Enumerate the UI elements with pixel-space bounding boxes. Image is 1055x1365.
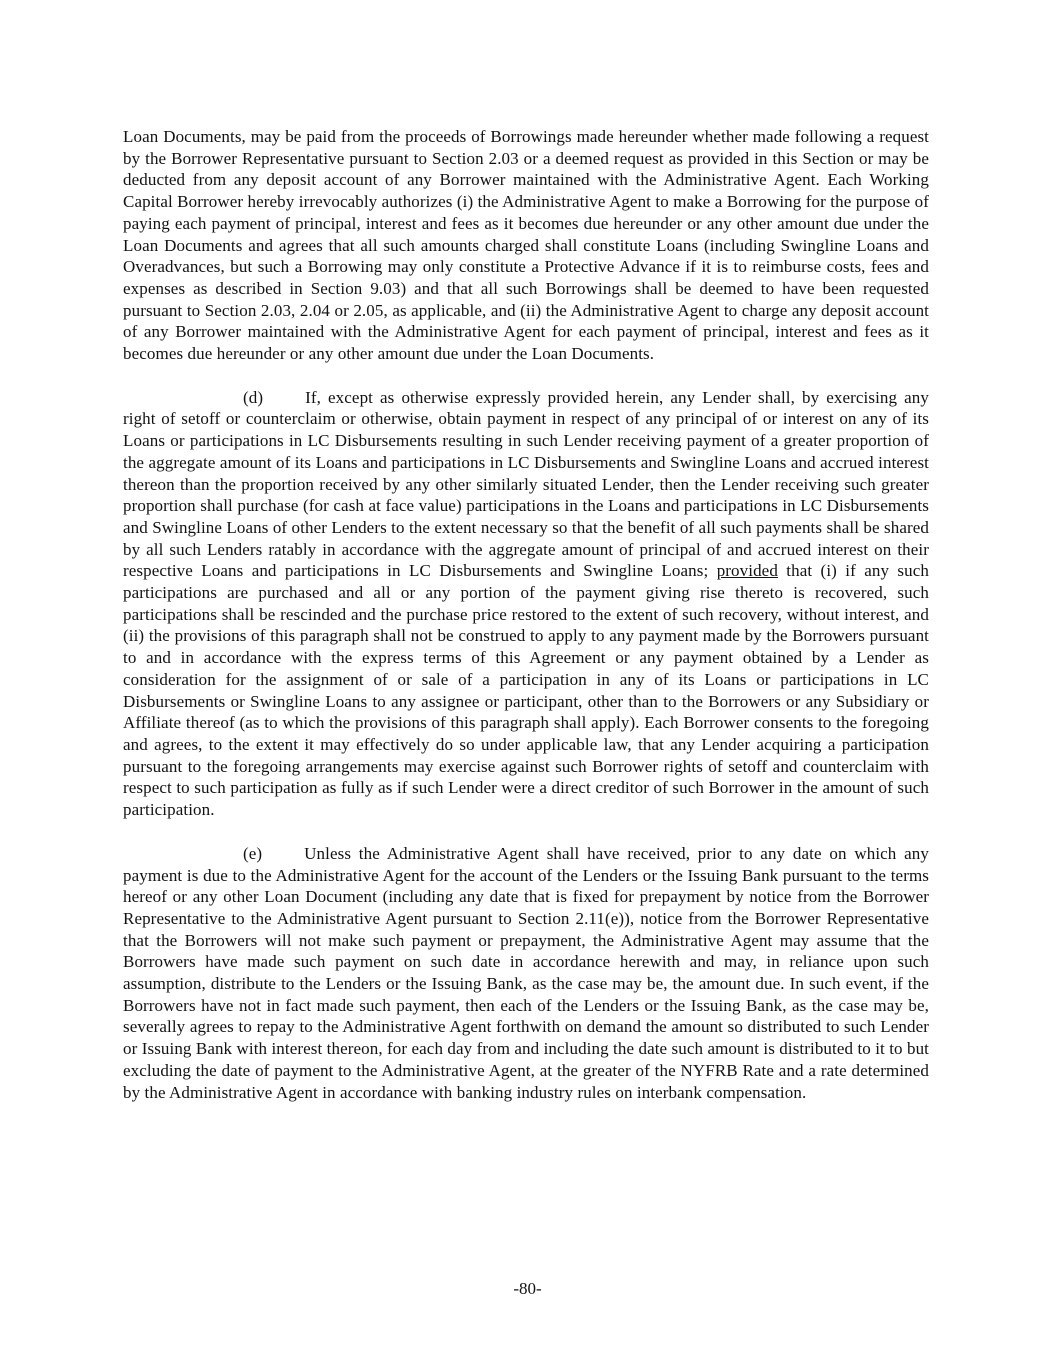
paragraph-e: [123, 843, 929, 1103]
paragraph-e-label: (e): [243, 843, 263, 863]
paragraph-d: [123, 387, 929, 821]
paragraph-d-underlined-term: provided: [716, 561, 778, 581]
paragraph-d-text-before: If, except as otherwise expressly provided herein, any Lender shall, by exercising any right of setoff or counterclaim or otherwise, obtain payment in respect of any principal of or interest on any of its Loans or participations in LC Disbursements resulting in such Lender receiving payment of a greater proportion of the aggregate amount of its Loans and participations in LC Disbursements and Swingline Loans and accrued interest thereon than the proportion received by any other similarly situated Lender, then the Lender receiving such greater proportion shall purchase (for cash at face value) participations in the Loans and participations in LC Disbursements and Swingline Loans of other Lenders to the extent necessary so that the benefit of all such payments shall be shared by all such Lenders ratably in accordance with the aggregate amount of principal of and accrued interest on their respective Loans and participations in LC Disbursements and Swingline Loans;: [123, 387, 929, 581]
paragraph-e-text: Unless the Administrative Agent shall have received, prior to any date on which any payment is due to the Administrative Agent for the account of the Lenders or the Issuing Bank pursuant to the terms hereof or any other Loan Document (including any date that is fixed for prepayment by notice from the Borrower Representative to the Administrative Agent pursuant to Section 2.11(e)), notice from the Borrower Representative that the Borrowers will not make such payment or prepayment, the Administrative Agent may assume that the Borrowers have made such payment on such date in accordance herewith and may, in reliance upon such assumption, distribute to the Lenders or the Issuing Bank, as the case may be, the amount due. In such event, if the Borrowers have not in fact made such payment, then each of the Lenders or the Issuing Bank, as the case may be, severally agrees to repay to the Administrative Agent forthwith on demand the amount so distributed to such Lender or Issuing Bank with interest thereon, for each day from and including the date such amount is distributed to it to but excluding the date of payment to the Administrative Agent, at the greater of the NYFRB Rate and a rate determined by the Administrative Agent in accordance with banking industry rules on interbank compensation.: [123, 843, 930, 1102]
paragraph-continuation: Loan Documents, may be paid from the proceeds of Borrowings made hereunder whether made following a request by the Borrower Representative pursuant to Section 2.03 or a deemed request as provided in this Section or may be deducted from any deposit account of any Borrower maintained with the Administrative Agent. Each Working Capital Borrower hereby irrevocably authorizes (i) the Administrative Agent to make a Borrowing for the purpose of paying each payment of principal, interest and fees as it becomes due hereunder or any other amount due under the Loan Documents and agrees that all such amounts charged shall constitute Loans (including Swingline Loans and Overadvances, but such a Borrowing may only constitute a Protective Advance if it is to reimburse costs, fees and expenses as described in Section 9.03) and that all such Borrowings shall be deemed to have been requested pursuant to Section 2.03, 2.04 or 2.05, as applicable, and (ii) the Administrative Agent to charge any deposit account of any Borrower maintained with the Administrative Agent for each payment of principal, interest and fees as it becomes due hereunder or any other amount due under the Loan Documents.: [123, 127, 929, 364]
page-footer: [0, 1278, 1055, 1300]
paragraph-d-label: (d): [243, 387, 264, 407]
paragraph-d-text-after: that (i) if any such participations are purchased and all or any portion of the payment giving rise thereto is recovered, such participations shall be rescinded and the purchase price restored to the extent of such recovery, without interest, and (ii) the provisions of this paragraph shall not be construed to apply to any payment made by the Borrowers pursuant to and in accordance with the express terms of this Agreement or any payment obtained by a Lender as consideration for the assignment of or sale of a participation in any of its Loans or participations in LC Disbursements or Swingline Loans to any assignee or participant, other than to the Borrowers or any Subsidiary or Affiliate thereof (as to which the provisions of this paragraph shall apply). Each Borrower consents to the foregoing and agrees, to the extent it may effectively do so under applicable law, that any Lender acquiring a participation pursuant to the foregoing arrangements may exercise against such Borrower rights of setoff and counterclaim with respect to such participation as fully as if such Lender were a direct creditor of such Borrower in the amount of such participation.: [123, 561, 929, 820]
page-number: -80-: [513, 1279, 542, 1298]
document-body: [123, 126, 929, 1125]
